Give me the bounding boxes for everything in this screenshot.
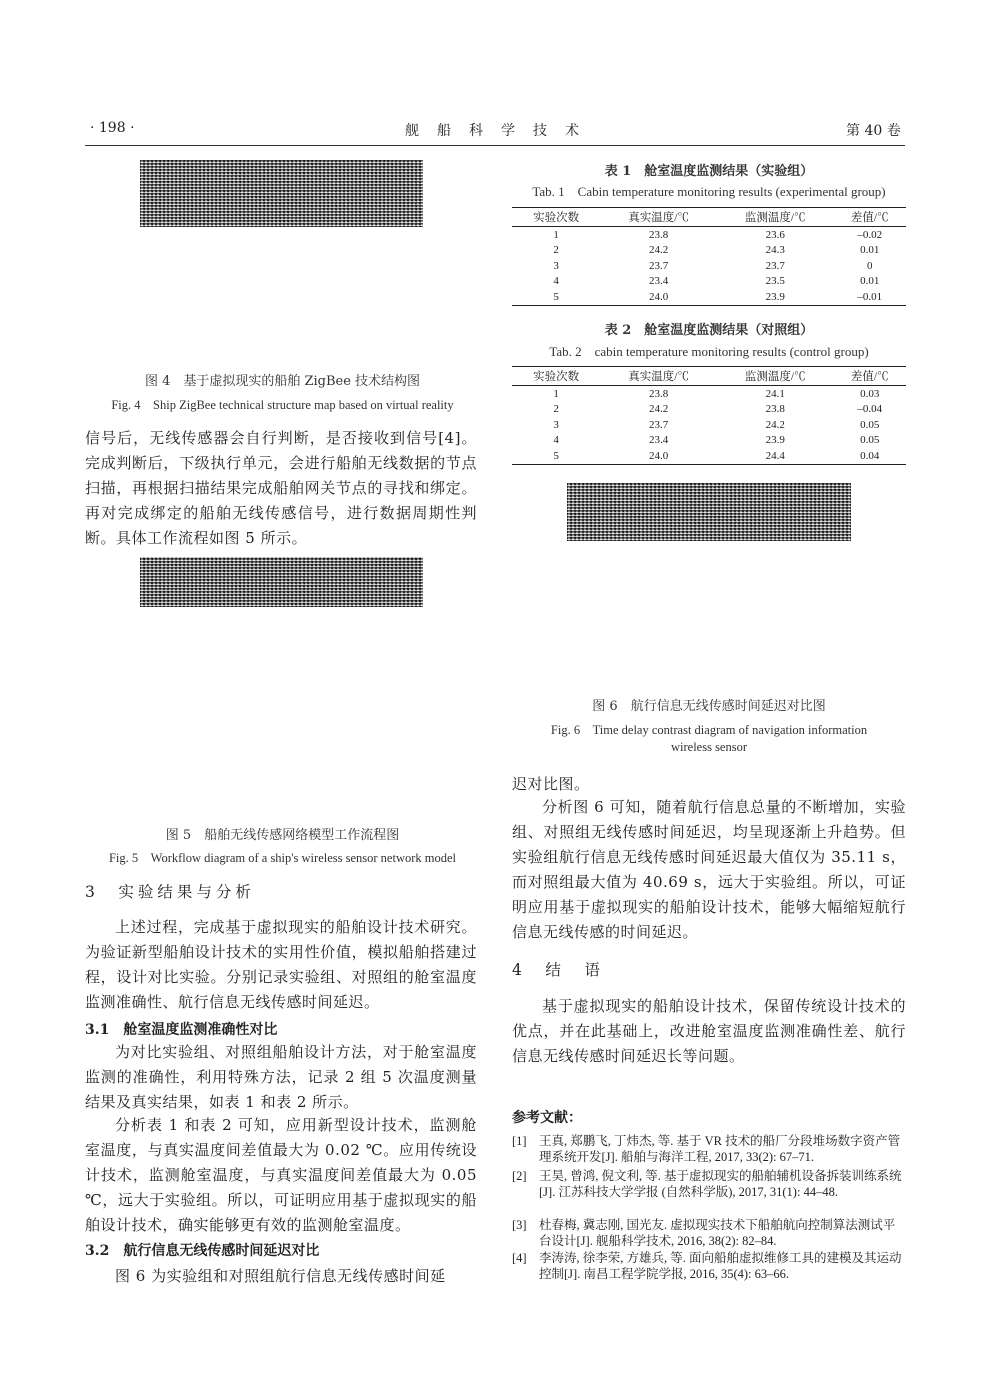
table-cell: 23.7: [765, 259, 785, 272]
paragraph-8: 基于虚拟现实的船舶设计技术，保留传统设计技术的优点，并在此基础上，改进舱室温度监测准确性差、航行信息无线传感时间延迟长等问题。: [512, 997, 906, 1065]
table-2: [512, 366, 906, 465]
table-cell: –0.02: [857, 228, 883, 241]
figure-6-image: [567, 483, 851, 541]
paragraph-1: 信号后，无线传感器会自行判断，是否接收到信号[4]。完成判断后，下级执行单元，会进行船舶无线数据的节点扫描，再根据扫描结果完成船舶网关节点的寻找和绑定。再对完成绑定的船舶无线传感信号，进行数据周期性判断。具体工作流程如图 5 所示。: [85, 429, 477, 547]
reference-number: [3]: [512, 1218, 527, 1232]
references-heading: 参考文献：: [512, 1110, 582, 1126]
section-3-heading: 3 实验结果与分析: [85, 883, 255, 901]
fig6-caption-en-line2: wireless sensor: [670, 740, 748, 754]
table-cell: 4: [553, 275, 559, 288]
reference-item: [512, 1250, 906, 1282]
table-cell: 0.05: [860, 418, 880, 431]
table-cell: 23.4: [649, 434, 669, 447]
table-cell: 0: [867, 259, 873, 272]
table-cell: 1: [553, 228, 559, 241]
table-cell: 3: [553, 418, 559, 431]
table-cell: 5: [512, 448, 600, 464]
figure-4-image: [140, 160, 423, 227]
table-row: [512, 433, 906, 449]
journal-title: 舰 船 科 学 技 术: [405, 123, 581, 139]
table-header: 监测温度/℃: [717, 208, 834, 227]
table-2-title-cn: 表 2 舱室温度监测结果（对照组）: [604, 323, 814, 338]
table-1: [512, 207, 906, 306]
fig6-caption-en-line1: Fig. 6 Time delay contrast diagram of navigation information: [550, 723, 868, 737]
table-row: [512, 386, 906, 402]
subsection-3-2-heading: 3.2 航行信息无线传感时间延迟对比: [85, 1243, 320, 1259]
table-cell: 0.03: [860, 387, 880, 400]
table-cell: 1: [553, 387, 559, 400]
table-cell: 4: [553, 434, 559, 447]
reference-number: [1]: [512, 1134, 527, 1148]
reference-text: 杜春梅, 冀志刚, 国光友. 虚拟现实技术下船舶航向控制算法测试平台设计[J]. 舰船科学技术, 2016, 38(2): 82–84.: [539, 1218, 896, 1248]
table-cell: 24.4: [717, 448, 834, 464]
header-rule: [85, 145, 905, 146]
table-cell: 0.05: [860, 434, 880, 447]
table-header: 实验次数: [512, 208, 600, 227]
paragraph-7: 分析图 6 可知，随着航行信息总量的不断增加，实验组、对照组无线传感时间延迟，均呈现逐渐上升趋势。但实验组航行信息无线传感时间延迟最大值仅为 35.11 s，而对照组最大值为 40.69 s，远大于实验组。所以，可证明应用基于虚拟现实的船舶设计技术，能够大幅缩短航行信息无线传感的时间延迟。: [512, 798, 906, 941]
table-header: 实验次数: [512, 367, 600, 386]
table-row: [512, 448, 906, 464]
table-cell: 24.0: [600, 448, 717, 464]
table-cell: 24.2: [765, 418, 785, 431]
table-cell: 24.2: [649, 244, 669, 257]
table-cell: 0.01: [860, 275, 880, 288]
table-row: [512, 243, 906, 259]
paragraph-5: 图 6 为实验组和对照组航行信息无线传感时间延: [115, 1267, 446, 1285]
paragraph-4: 分析表 1 和表 2 可知，应用新型设计技术，监测舱室温度，与真实温度间差值最大为 0.02 ℃。应用传统设计技术，监测舱室温度，与真实温度间差值最大为 0.05 ℃，远大于实验组。所以，可证明应用基于虚拟现实的船舶设计技术，确实能够更有效的监测舱室温度。: [85, 1116, 477, 1234]
table-cell: 23.8: [765, 403, 785, 416]
reference-number: [4]: [512, 1251, 527, 1265]
fig5-caption-en: Fig. 5 Workflow diagram of a ship's wireless sensor network model: [108, 851, 457, 865]
reference-item: [512, 1217, 906, 1249]
fig4-caption-cn: 图 4 基于虚拟现实的船舶 ZigBee 技术结构图: [144, 374, 421, 389]
table-cell: 2: [553, 403, 559, 416]
fig5-caption-cn: 图 5 船舶无线传感网络模型工作流程图: [165, 828, 400, 843]
table-cell: 24.1: [765, 387, 785, 400]
reference-text: 王昊, 曾鸿, 倪文利, 等. 基于虚拟现实的船舶辅机设备拆装训练系统[J]. 江苏科技大学学报 (自然科学版), 2017, 31(1): 44–48.: [539, 1169, 902, 1199]
table-cell: 23.6: [765, 228, 785, 241]
subsection-3-1-heading: 3.1 舱室温度监测准确性对比: [85, 1022, 278, 1038]
table-row: [512, 227, 906, 243]
table-row: [512, 402, 906, 418]
table-row: [512, 289, 906, 305]
page-number: · 198 ·: [90, 120, 135, 136]
table-header: 监测温度/℃: [717, 367, 834, 386]
table-cell: 0.04: [834, 448, 906, 464]
table-2-title-en: Tab. 2 cabin temperature monitoring results (control group): [549, 344, 869, 359]
reference-item: [512, 1133, 906, 1165]
table-cell: 23.7: [649, 418, 669, 431]
table-cell: 0.01: [860, 244, 880, 257]
table-cell: 23.9: [717, 289, 834, 305]
reference-text: 李涛涛, 徐李荣, 方雄兵, 等. 面向船舶虚拟维修工具的建模及其运动控制[J]. 南昌工程学院学报, 2016, 35(4): 63–66.: [539, 1251, 902, 1281]
table-cell: 3: [553, 259, 559, 272]
paragraph-3: 为对比实验组、对照组船舶设计方法，对于舱室温度监测的准确性，利用特殊方法，记录 2 组 5 次温度测量结果及真实结果，如表 1 和表 2 所示。: [85, 1043, 477, 1111]
table-cell: –0.04: [857, 403, 883, 416]
table-1-title-cn: 表 1 舱室温度监测结果（实验组）: [604, 164, 814, 179]
fig6-caption-cn: 图 6 航行信息无线传感时间延迟对比图: [592, 699, 826, 714]
table-header: 真实温度/℃: [600, 208, 717, 227]
reference-item: [512, 1168, 906, 1216]
table-cell: 24.2: [649, 403, 669, 416]
reference-text: 王真, 郑鹏飞, 丁炜杰, 等. 基于 VR 技术的船厂分段堆场数字资产管理系统开发[J]. 船舶与海洋工程, 2017, 33(2): 67–71.: [539, 1134, 901, 1164]
table-header: 差值/℃: [834, 208, 906, 227]
fig4-caption-en: Fig. 4 Ship ZigBee technical structure map based on virtual reality: [111, 398, 454, 412]
table-cell: 24.3: [765, 244, 785, 257]
paragraph-2: 上述过程，完成基于虚拟现实的船舶设计技术研究。为验证新型船舶设计技术的实用性价值，模拟船舶搭建过程，设计对比实验。分别记录实验组、对照组的舱室温度监测准确性、航行信息无线传感时间延迟。: [85, 918, 477, 1011]
table-cell: 2: [553, 244, 559, 257]
table-cell: 23.5: [765, 275, 785, 288]
table-header: 真实温度/℃: [600, 367, 717, 386]
table-cell: 5: [512, 289, 600, 305]
table-cell: –0.01: [834, 289, 906, 305]
table-cell: 23.4: [649, 275, 669, 288]
table-cell: 24.0: [600, 289, 717, 305]
table-cell: 23.7: [649, 259, 669, 272]
table-cell: 23.8: [649, 228, 669, 241]
volume-label: 第 40 卷: [846, 123, 901, 139]
table-row: [512, 258, 906, 274]
table-cell: 23.9: [765, 434, 785, 447]
paragraph-6: 迟对比图。: [512, 775, 590, 793]
reference-number: [2]: [512, 1169, 527, 1183]
table-1-title-en: Tab. 1 Cabin temperature monitoring results (experimental group): [532, 184, 886, 199]
figure-5-image: [140, 557, 423, 607]
table-row: [512, 274, 906, 290]
section-4-heading: 4 结 语: [512, 961, 604, 979]
table-header: 差值/℃: [834, 367, 906, 386]
table-cell: 23.8: [649, 387, 669, 400]
table-row: [512, 417, 906, 433]
